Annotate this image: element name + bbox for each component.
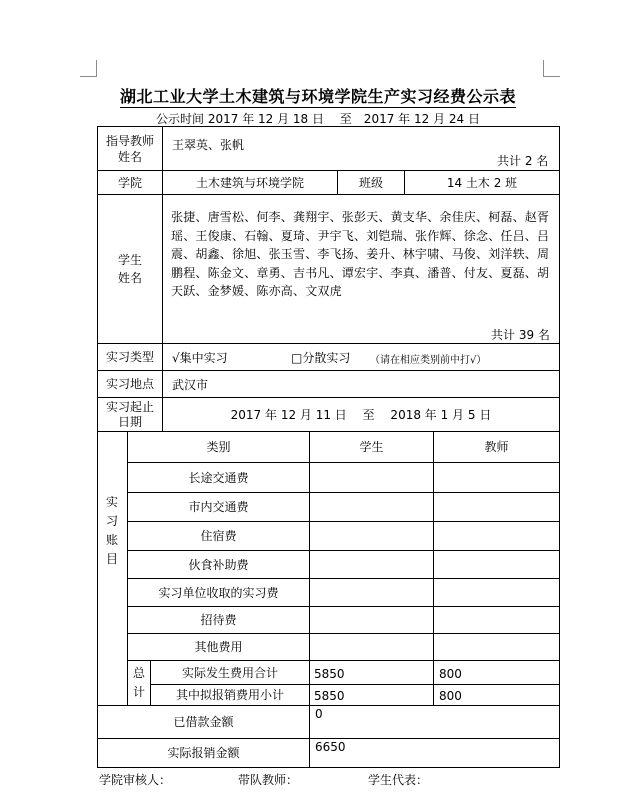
document-title: 湖北工业大学土木建筑与环境学院生产实习经费公示表 — [119, 87, 516, 106]
footer-college-reviewer: 学院审核人： — [99, 773, 172, 787]
reimbursed-label: 实际报销金额 — [167, 746, 240, 760]
students-label: 学生 姓名 — [117, 253, 142, 285]
accounts-side-label: 实 习 账 目 — [105, 495, 118, 566]
total-actual-student: 5850 — [314, 667, 345, 681]
class-value: 14 土木 2 班 — [446, 175, 518, 190]
total-actual-label: 实际发生费用合计 — [181, 665, 278, 680]
practice-type-label: 实习类型 — [105, 350, 154, 364]
total-reimburse-teacher: 800 — [439, 689, 462, 703]
account-row-other: 其他费用 — [194, 640, 243, 654]
account-row-entertainment: 招待费 — [200, 613, 237, 627]
page-corner-top-right — [543, 60, 560, 77]
advisor-count: 共计 2 名 — [497, 154, 549, 168]
total-reimburse-label: 其中拟报销费用小计 — [175, 688, 284, 702]
header-category: 类别 — [206, 440, 231, 454]
publish-time: 公示时间 2017 年 12 月 18 日 至 2017 年 12 月 24 日 — [156, 112, 480, 126]
students-count: 共计 39 名 — [491, 328, 550, 342]
account-row-long-distance: 长途交通费 — [188, 470, 249, 485]
location-label: 实习地点 — [105, 377, 154, 391]
header-student: 学生 — [359, 440, 384, 454]
practice-type-centralized: √集中实习 — [172, 351, 228, 365]
account-row-accommodation: 住宿费 — [200, 529, 237, 543]
period-value: 2017 年 12 月 11 日 至 2018 年 1 月 5 日 — [230, 407, 492, 422]
advisor-names: 王翠英、张帆 — [172, 138, 245, 152]
total-reimburse-student: 5850 — [314, 689, 345, 703]
period-label: 实习起止 日期 — [105, 399, 154, 429]
account-row-practice-fee: 实习单位收取的实习费 — [158, 585, 279, 600]
footer-lead-teacher: 带队教师： — [238, 773, 299, 787]
account-row-local-transport: 市内交通费 — [188, 500, 249, 514]
footer-student-rep: 学生代表： — [368, 773, 429, 787]
total-actual-teacher: 800 — [439, 667, 462, 681]
advisor-label: 指导教师 姓名 — [105, 133, 154, 164]
account-row-meal-allowance: 伙食补助费 — [188, 557, 249, 572]
college-value: 土木建筑与环境学院 — [195, 175, 304, 190]
class-label: 班级 — [358, 175, 383, 190]
borrowed-label: 已借款金额 — [173, 715, 234, 729]
location-value: 武汉市 — [172, 378, 209, 392]
page-corner-top-left — [80, 60, 97, 77]
student-names: 张捷、唐雪松、何李、龚翔宇、张彭天、黄支华、余佳庆、柯磊、赵胥瑶、王俊康、石翰、夏琦、尹宇飞、刘铠瑞、张作辉、徐念、任吕、吕震、胡鑫、徐旭、张玉雪、李飞扬、姜升、林宇啸、马俊、刘洋轶、周鹏程、陈金文、章勇、吉书凡、谭宏宇、李真、潘普、付友、夏磊、胡天跃、金梦媛、陈亦高、文双虎 — [171, 210, 550, 298]
total-label: 总 计 — [132, 666, 145, 699]
practice-type-distributed: □分散实习 — [291, 351, 351, 365]
reimbursed-value: 6650 — [315, 740, 346, 754]
practice-type-hint: （请在相应类别前中打√） — [370, 355, 487, 366]
college-label: 学院 — [117, 175, 142, 190]
borrowed-value: 0 — [315, 707, 323, 721]
header-teacher: 教师 — [484, 440, 509, 454]
